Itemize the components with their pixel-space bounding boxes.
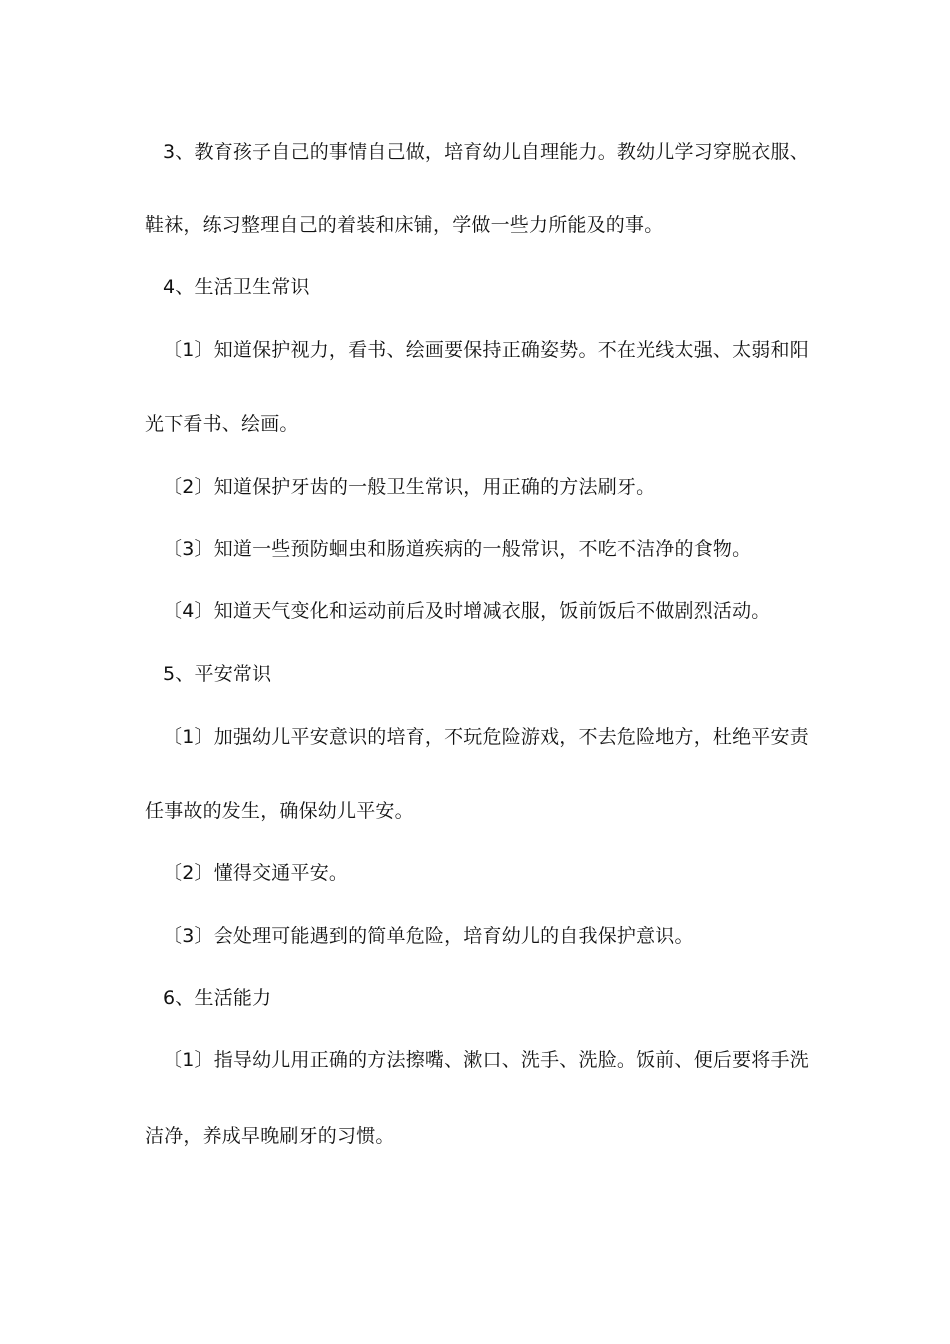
paragraph-line: 〔2〕懂得交通平安。: [163, 862, 349, 884]
paragraph-line: 〔3〕知道一些预防蛔虫和肠道疾病的一般常识，不吃不洁净的食物。: [163, 538, 752, 560]
paragraph-line: 任事故的发生，确保幼儿平安。: [145, 800, 414, 822]
paragraph-line: 〔4〕知道天气变化和运动前后及时增减衣服，饭前饭后不做剧烈活动。: [163, 600, 771, 622]
paragraph-line: 〔2〕知道保护牙齿的一般卫生常识，用正确的方法刷牙。: [163, 476, 656, 498]
section-heading: 4、生活卫生常识: [163, 276, 310, 298]
paragraph-line: 〔1〕加强幼儿平安意识的培育，不玩危险游戏，不去危险地方，杜绝平安责: [163, 726, 809, 748]
section-heading: 5、平安常识: [163, 663, 272, 685]
paragraph-line: 〔1〕知道保护视力，看书、绘画要保持正确姿势。不在光线太强、太弱和阳: [163, 339, 809, 361]
paragraph-line: 洁净，养成早晚刷牙的习惯。: [145, 1125, 395, 1147]
paragraph-line: 鞋袜，练习整理自己的着装和床铺，学做一些力所能及的事。: [145, 214, 664, 236]
paragraph-line: 〔1〕指导幼儿用正确的方法擦嘴、漱口、洗手、洗脸。饭前、便后要将手洗: [163, 1049, 809, 1071]
paragraph-line: 〔3〕会处理可能遇到的简单危险，培育幼儿的自我保护意识。: [163, 925, 694, 947]
section-heading: 6、生活能力: [163, 987, 272, 1009]
paragraph-line: 光下看书、绘画。: [145, 413, 299, 435]
paragraph-line: 3、教育孩子自己的事情自己做，培育幼儿自理能力。教幼儿学习穿脱衣服、: [163, 141, 809, 163]
